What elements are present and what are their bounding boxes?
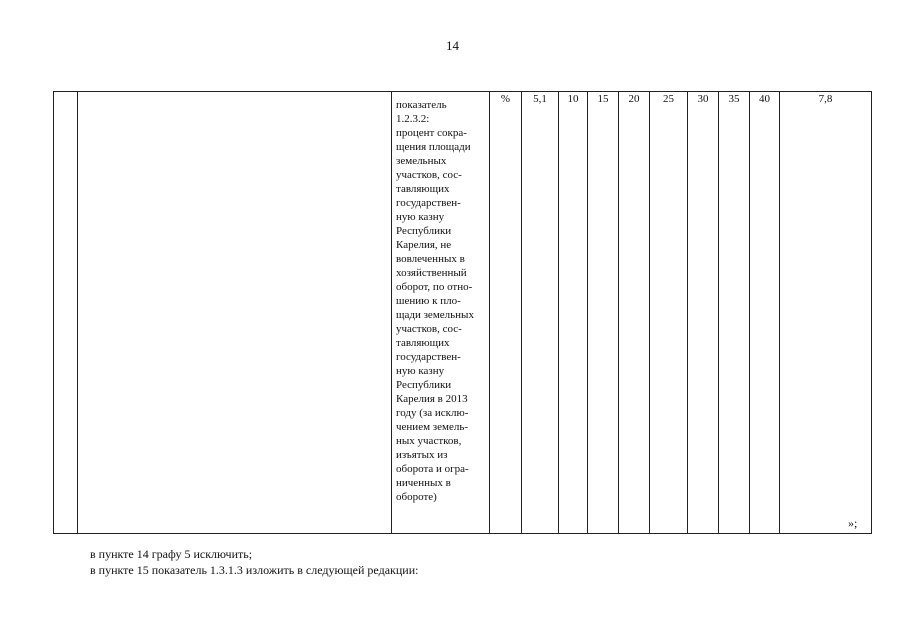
value-cell: 7,8 [780,92,872,534]
paragraph-2: в пункте 15 показатель 1.3.1.3 изложить в следующей редакции: [90,563,419,577]
value-cell: 5,1 [522,92,559,534]
value-cell: 30 [688,92,719,534]
indicator-cell [392,92,490,534]
value-cell: 40 [750,92,780,534]
value-cell: 35 [719,92,750,534]
indicator-text: показатель 1.2.3.2: процент сокра- щения площади земельных участков, сос- тавляющих государствен- ную казну Республики Карелия, не вовлеченных в хозяйственный оборот, по отно- шению к пло- щади земельных участков, сос- тавляющих государствен- ную казну Республики Карелия в 2013 году (за исклю- чением земель- ных участков, изъятых из оборота и огра- ниченных в обороте) [396,99,474,503]
indicator-table [53,91,872,534]
value-cell: 10 [559,92,588,534]
row-number-cell [54,92,78,534]
page-number: 14 [446,38,459,53]
paragraph-1: в пункте 14 графу 5 исключить; [90,547,253,561]
value-cell: 15 [588,92,619,534]
value-cell: 20 [619,92,650,534]
closing-quote: »; [848,516,858,530]
unit-cell: % [490,92,522,534]
target-cell [78,92,392,534]
value-cell: 25 [650,92,688,534]
table-row [54,92,872,534]
